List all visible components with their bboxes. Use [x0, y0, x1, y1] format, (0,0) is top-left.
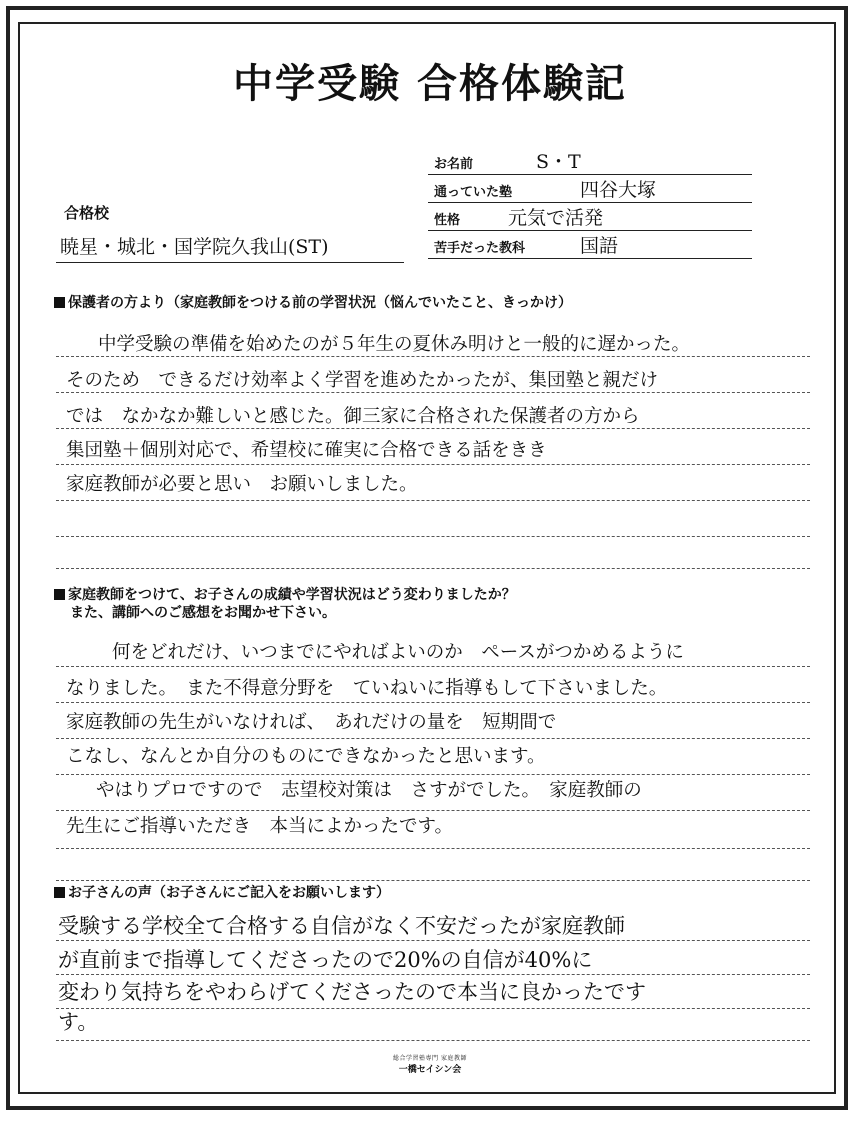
section2-line: こなし、なんとか自分のものにできなかったと思います。 — [66, 746, 546, 767]
section1-line: そのため できるだけ効率よく学習を進めたかったが、集団塾と親だけ — [66, 370, 659, 391]
section1-line: では なかなか難しいと感じた。御三家に合格された保護者の方から — [66, 406, 640, 427]
section2-heading: 家庭教師をつけて、お子さんの成績や学習状況はどう変わりましたか？ また、講師へのご感想をお聞かせ下さい。 — [54, 586, 516, 622]
section1-line: 中学受験の準備を始めたのが５年生の夏休み明けと一般的に遅かった。 — [98, 334, 691, 355]
section3-line: す。 — [58, 1010, 99, 1034]
cram-school-value: 四谷大塚 — [580, 179, 657, 201]
square-bullet-icon — [54, 297, 65, 308]
ruled-line — [56, 810, 810, 811]
personality-label: 性格 — [434, 213, 461, 228]
ruled-line — [56, 738, 810, 739]
section1-line: 家庭教師が必要と思い お願いしました。 — [66, 474, 418, 495]
personality-row — [428, 202, 752, 231]
ruled-line — [56, 940, 810, 941]
ruled-line — [56, 464, 810, 465]
ruled-line — [56, 774, 810, 775]
ruled-line — [56, 1040, 810, 1041]
section3-line: 変わり気持ちをやわらげてくださったので本当に良かったです — [58, 980, 646, 1004]
section3-heading: お子さんの声（お子さんにご記入をお願いします） — [54, 884, 390, 902]
section1-line: 集団塾＋個別対応で、希望校に確実に合格できる話をきき — [66, 440, 547, 461]
ruled-line — [56, 848, 810, 849]
footer-company: 一橋セイシン会 — [398, 1065, 462, 1075]
section3-line: が直前まで指導してくださったので20%の自信が40%に — [58, 948, 593, 972]
ruled-line — [56, 356, 810, 357]
section2-line: 先生にご指導いただき 本当によかったです。 — [66, 816, 454, 837]
square-bullet-icon — [54, 589, 65, 600]
name-label: お名前 — [434, 157, 474, 172]
square-bullet-icon — [54, 887, 65, 898]
page-title: 中学受験 合格体験記 — [233, 61, 627, 107]
passed-school-underline — [56, 262, 404, 263]
weak-subject-row — [428, 230, 752, 259]
footer-tagline: 総合学習塾専門 家庭教師 — [393, 1055, 467, 1062]
ruled-line — [56, 880, 810, 881]
ruled-line — [56, 702, 810, 703]
section2-line: 家庭教師の先生がいなければ、 あれだけの量を 短期間で — [66, 712, 557, 733]
footer-logo — [380, 1053, 480, 1075]
cram-school-row — [428, 174, 752, 203]
section2-line: なりました。 また不得意分野を ていねいに指導もして下さいました。 — [66, 678, 668, 699]
weak-subject-value: 国語 — [580, 235, 619, 257]
ruled-line — [56, 568, 810, 569]
ruled-line — [56, 666, 810, 667]
section2-line: やはりプロですので 志望校対策は さすがでした。 家庭教師の — [96, 780, 642, 801]
section3-line: 受験する学校全て合格する自信がなく不安だったが家庭教師 — [58, 914, 625, 938]
ruled-line — [56, 392, 810, 393]
name-row — [428, 146, 752, 175]
ruled-line — [56, 1008, 810, 1009]
ruled-line — [56, 536, 810, 537]
name-value: S・T — [536, 151, 581, 173]
ruled-line — [56, 500, 810, 501]
ruled-line — [56, 428, 810, 429]
passed-school-label: 合格校 — [64, 204, 110, 222]
personality-value: 元気で活発 — [508, 207, 604, 229]
passed-school-value: 暁星・城北・国学院久我山(ST) — [60, 236, 329, 258]
section1-heading: 保護者の方より（家庭教師をつける前の学習状況（悩んでいたこと、きっかけ） — [54, 294, 572, 312]
weak-subject-label: 苦手だった教科 — [434, 241, 526, 256]
ruled-line — [56, 974, 810, 975]
cram-school-label: 通っていた塾 — [434, 185, 513, 200]
section2-line: 何をどれだけ、いつまでにやればよいのか ペースがつかめるように — [112, 642, 684, 663]
